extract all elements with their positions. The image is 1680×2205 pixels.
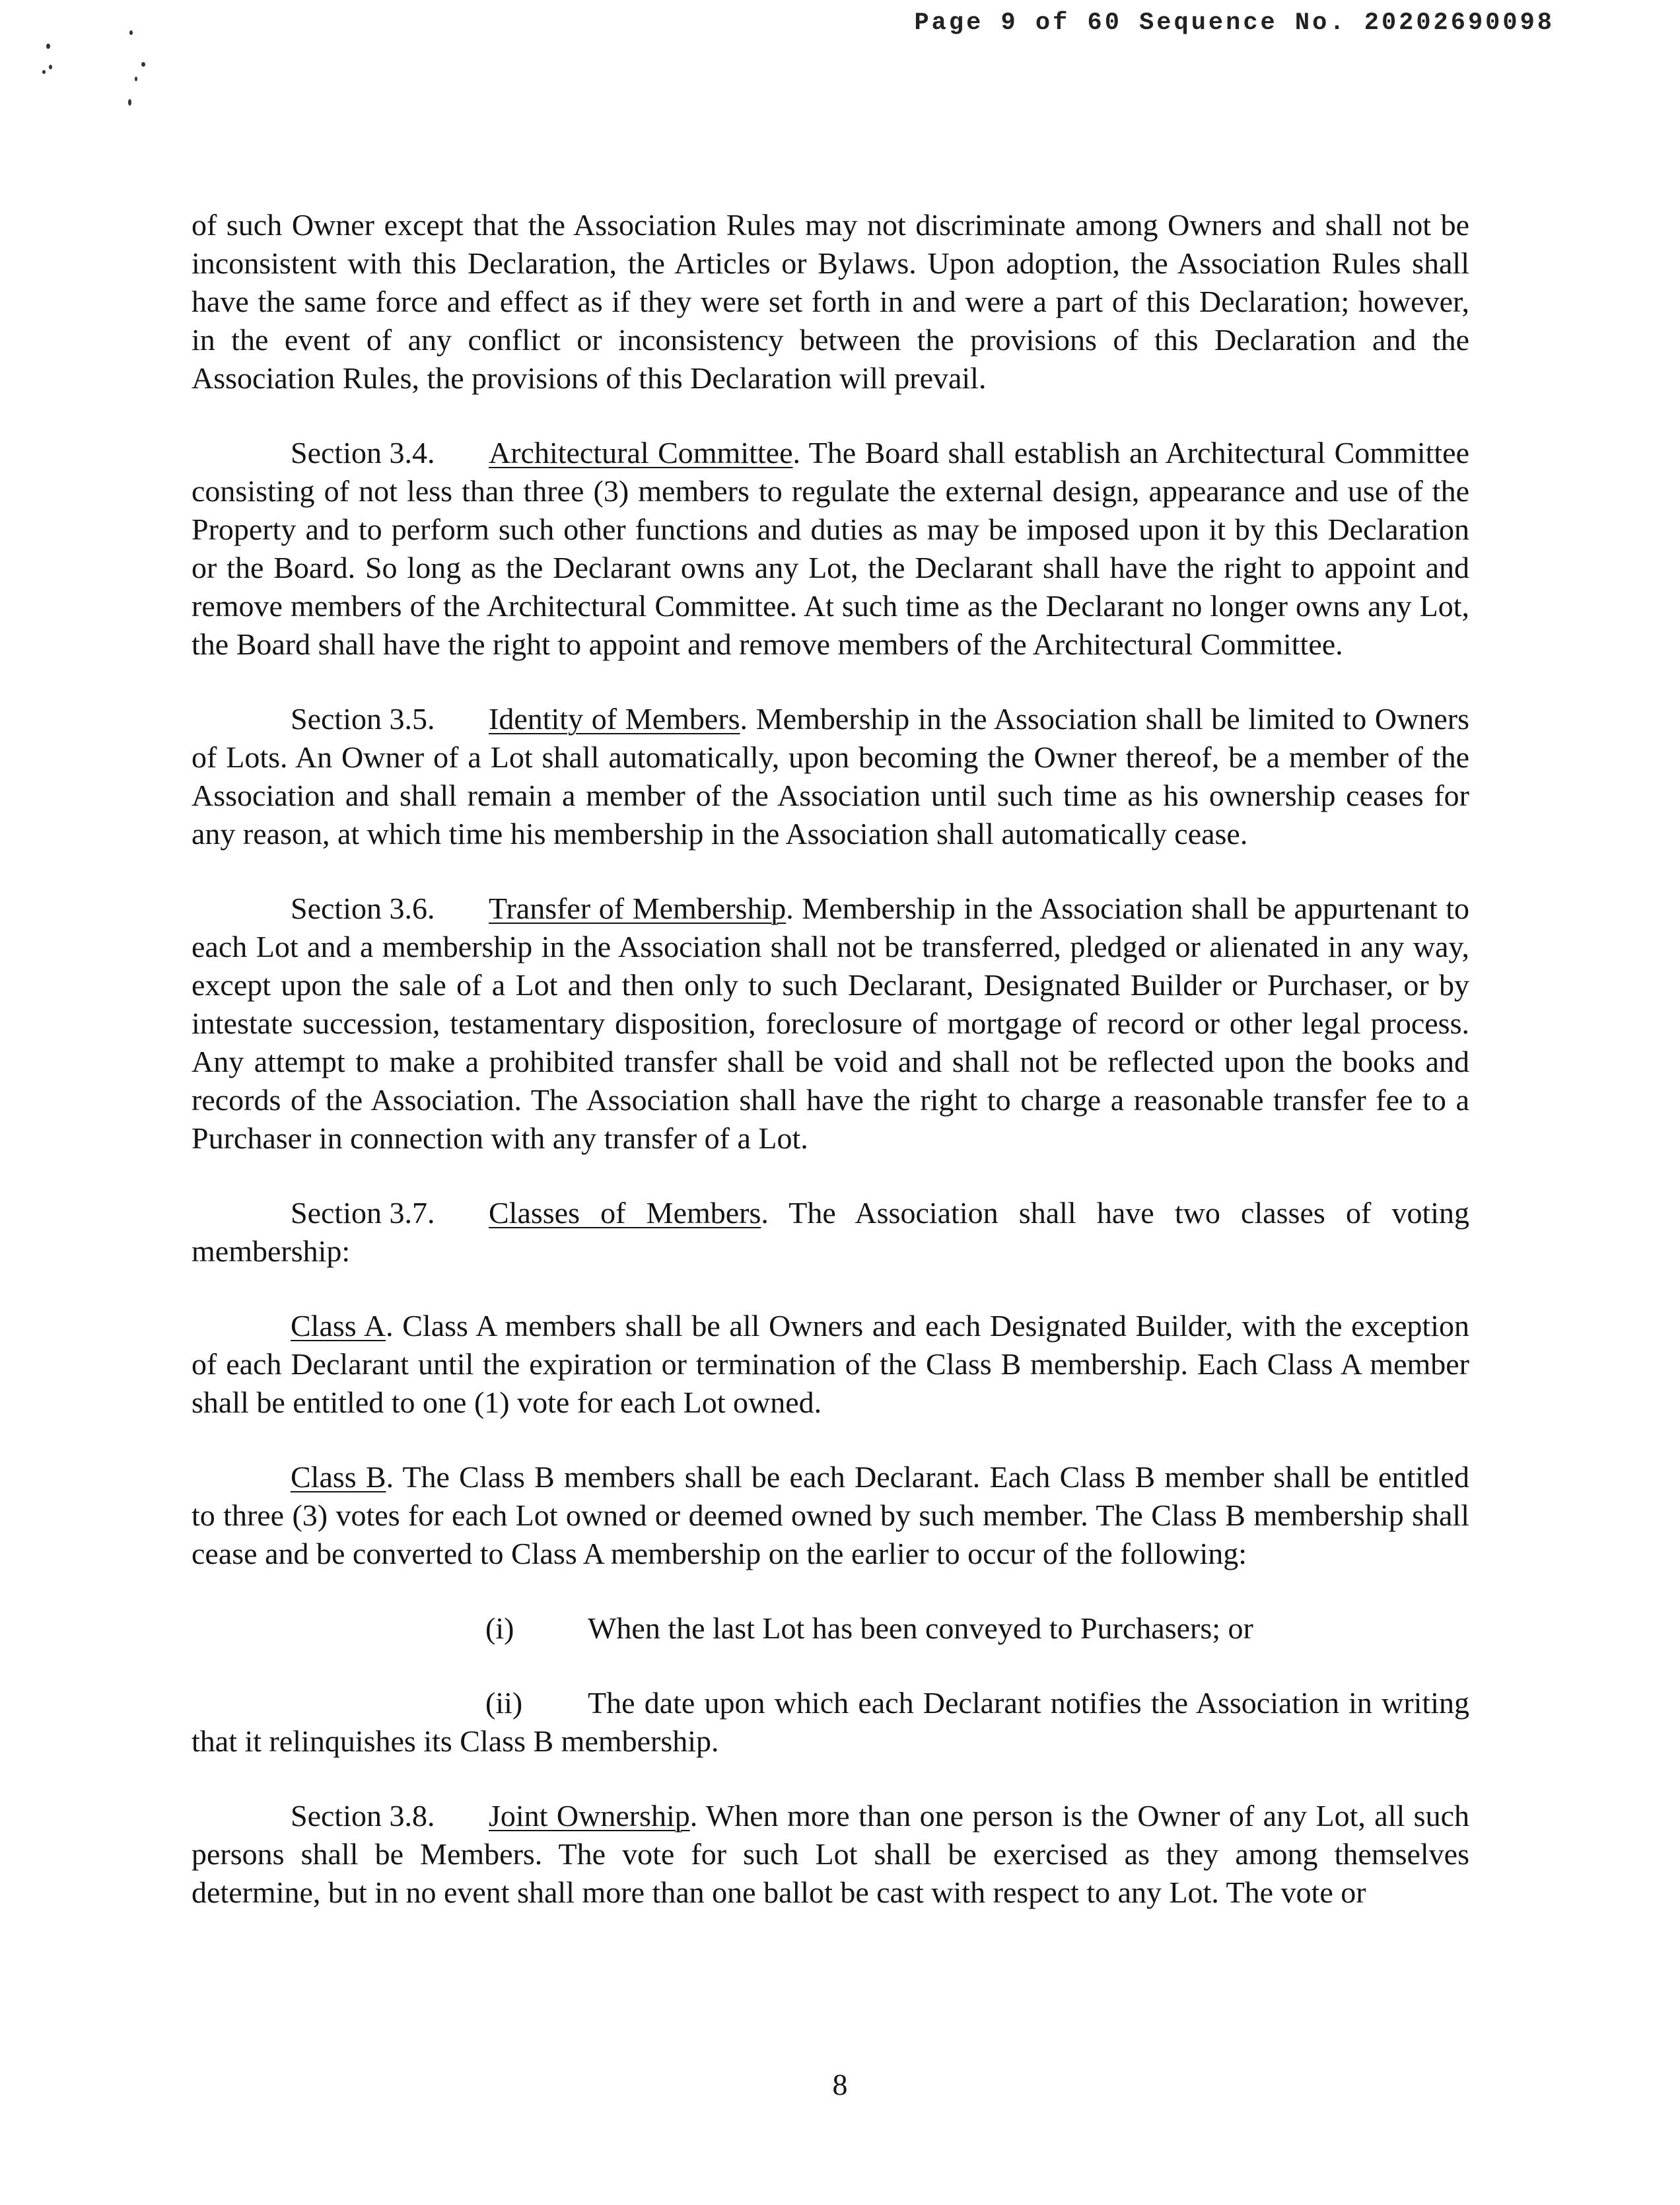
section-body: . Membership in the Association shall be limited to Owners of Lots. An Owner of a Lot shall automatically, upon becoming the Owner thereof, be a member of the Association and shall remain a member of the Association until such time as his ownership ceases for any reason, at which time his membership in the Association shall automatically cease.: [192, 702, 1469, 851]
scan-speck: [42, 70, 46, 74]
section-title: Identity of Members: [489, 702, 740, 736]
section-body: . When more than one person is the Owner of any Lot, all such persons shall be Members. The vote for such Lot shall be exercised as they among themselves determine, but in no event shall more than one ballot be cast with respect to any Lot. The vote or: [192, 1799, 1469, 1909]
section-3-6: [192, 890, 1469, 1158]
section-number: Section 3.4.: [291, 436, 435, 470]
section-title: Joint Ownership: [489, 1799, 690, 1833]
list-number: (i): [485, 1611, 514, 1645]
section-number: Section 3.5.: [291, 702, 435, 736]
section-title: Architectural Committee: [489, 436, 793, 470]
section-3-8: [192, 1797, 1469, 1912]
section-title: Transfer of Membership: [489, 892, 787, 925]
class-title: Class A: [291, 1309, 386, 1343]
section-body: . The Board shall establish an Architectural Committee consisting of not less than three (3) members to regulate the external design, appearance and use of the Property and to perform such other functions and duties as may be imposed upon it by this Declaration or the Board. So long as the Declarant owns any Lot, the Declarant shall have the right to appoint and remove members of the Architectural Committee. At such time as the Declarant no longer owns any Lot, the Board shall have the right to appoint and remove members of the Architectural Committee.: [192, 436, 1470, 661]
section-3-4: [192, 434, 1469, 664]
page-number: 8: [832, 2068, 848, 2101]
list-item-ii: [192, 1684, 1469, 1761]
class-title: Class B: [291, 1460, 386, 1494]
section-number: Section 3.7.: [291, 1196, 435, 1230]
page-sequence-stamp: Page 9 of 60 Sequence No. 20202690098: [914, 9, 1555, 37]
scan-speck: [135, 77, 137, 81]
class-body: . The Class B members shall be each Declarant. Each Class B member shall be entitled to three (3) votes for each Lot owned or deemed owned by such member. The Class B membership shall cease and be converted to Class A membership on the earlier to occur of the following:: [192, 1460, 1469, 1570]
class-a-paragraph: [192, 1307, 1469, 1422]
scan-speck: [49, 65, 52, 69]
scan-speck: [141, 62, 145, 67]
scan-speck: [129, 30, 133, 35]
document-body: [192, 206, 1469, 1912]
section-3-5: [192, 700, 1469, 853]
scan-speck: [46, 44, 50, 49]
scan-speck: [128, 99, 131, 106]
class-b-paragraph: [192, 1458, 1469, 1573]
list-item-i: [192, 1609, 1469, 1648]
list-body: The date upon which each Declarant notifies the Association in writing that it relinquishes its Class B membership.: [192, 1686, 1469, 1758]
paragraph-continuation: of such Owner except that the Association Rules may not discriminate among Owners and shall not be inconsistent with this Declaration, the Articles or Bylaws. Upon adoption, the Association Rules shall have the same force and effect as if they were set forth in and were a part of this Declaration; however, in the event of any conflict or inconsistency between the provisions of this Declaration and the Association Rules, the provisions of this Declaration will prevail.: [192, 208, 1469, 395]
section-body: . Membership in the Association shall be appurtenant to each Lot and a membership in the Association shall not be transferred, pledged or alienated in any way, except upon the sale of a Lot and then only to such Declarant, Designated Builder or Purchaser, or by intestate succession, testamentary disposition, foreclosure of mortgage of record or other legal process. Any attempt to make a prohibited transfer shall be void and shall not be reflected upon the books and records of the Association. The Association shall have the right to charge a reasonable transfer fee to a Purchaser in connection with any transfer of a Lot.: [192, 892, 1469, 1155]
section-number: Section 3.8.: [291, 1799, 435, 1833]
section-body: . The Association shall have two classes of voting membership:: [192, 1196, 1470, 1268]
section-title: Classes of Members: [489, 1196, 761, 1230]
list-number: (ii): [485, 1686, 523, 1720]
section-number: Section 3.6.: [291, 892, 435, 925]
list-body: When the last Lot has been conveyed to Purchasers; or: [588, 1611, 1253, 1645]
section-3-7: [192, 1194, 1469, 1271]
class-body: . Class A members shall be all Owners and each Designated Builder, with the exception of each Declarant until the expiration or termination of the Class B membership. Each Class A member shall be entitled to one (1) vote for each Lot owned.: [192, 1309, 1469, 1419]
